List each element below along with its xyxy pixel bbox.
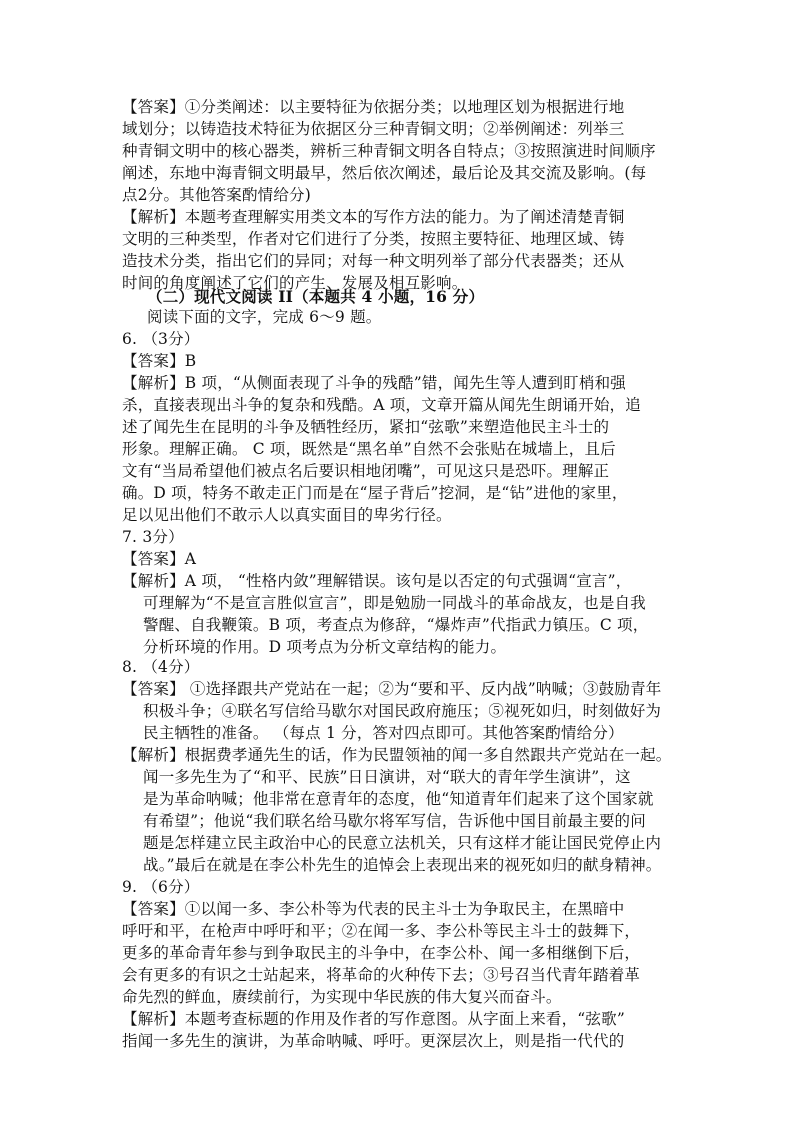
text-line: 【答案】①以闻一多、李公朴等为代表的民主斗士为争取民主，在黑暗中 [122,900,625,918]
text-line: 时间的角度阐述了它们的产生、发展及相互影响。 [122,274,468,292]
text-line: 分析环境的作用。D 项考点为分析文章结构的能力。 [143,638,507,656]
text-line: 更多的革命青年参与到争取民主的斗争中，在李公朴、闻一多相继倒下后， [122,944,641,962]
text-line: 造技术分类，指出它们的异同；对每一种文明列举了部分代表器类；还从 [122,252,625,270]
text-line: 民主牺牲的准备。 （每点 1 分，答对四点即可。其他答案酌情给分） [143,724,624,742]
section-heading: （二）现代文阅读 II（本题共 4 小题，16 分） [147,287,485,306]
text-line: 会有更多的有识之士站起来，将革命的火种传下去；③号召当代青年踏着革 [122,966,641,984]
text-line: 确。D 项，特务不敢走正门而是在“屋子背后”挖洞，是“钻”进他的家里， [122,484,628,502]
text-line: 【答案】A [122,550,197,568]
text-line: 足以见出他们不敢示人以真实面目的卑劣行径。 [122,506,452,524]
text-line: 有希望”；他说“我们联名给马歇尔将军写信，告诉他中国目前最主要的问 [143,812,646,830]
text-line: 种青铜文明中的核心器类，辨析三种青铜文明各自特点；③按照演进时间顺序 [122,142,656,160]
question-number: 9. （6分） [122,878,200,896]
text-line: 述了闻先生在昆明的斗争及牺牲经历，紧扣“弦歌”来塑造他民主斗士的 [122,418,610,436]
text-line: 文明的三种类型，作者对它们进行了分类，按照主要特征、地理区域、铸 [122,230,625,248]
text-line: 【答案】 ①选择跟共产党站在一起；②为“要和平、反内战”呐喊；③鼓励青年 [122,680,662,698]
instruction-line: 阅读下面的文字，完成 6～9 题。 [147,308,382,326]
text-line: 【解析】B 项，“从侧面表现了斗争的残酷”错，闻先生等人遭到盯梢和强 [122,374,626,392]
text-line: 闻一多先生为了“和平、民族”日日演讲，对“联大的青年学生演讲”，这 [143,768,631,786]
text-line: 积极斗争；④联名写信给马歇尔对国民政府施压；⑤视死如归，时刻做好为 [143,702,662,720]
text-line: 【答案】B [122,352,197,370]
text-line: 指闻一多先生的演讲，为革命呐喊、呼吁。更深层次上，则是指一代代的 [122,1032,625,1050]
text-line: 【解析】本题考查标题的作用及作者的写作意图。从字面上来看，“弦歌” [122,1010,625,1028]
question-number: 8. （4分） [122,658,200,676]
text-line: 呼吁和平，在枪声中呼吁和平；②在闻一多、李公朴等民主斗士的鼓舞下， [122,922,641,940]
text-line: 警醒、自我鞭策。B 项，考查点为修辞，“爆炸声”代指武力镇压。C 项， [143,616,649,634]
text-line: 【答案】①分类阐述：以主要特征为依据分类；以地理区划为根据进行地 [122,98,625,116]
text-line: 点2分。其他答案酌情给分) [122,186,312,204]
text-line: 是为革命呐喊；他非常在意青年的态度，他“知道青年们起来了这个国家就 [143,790,654,808]
text-line: 命先烈的鲜血，赓续前行，为实现中华民族的伟大复兴而奋斗。 [122,988,562,1006]
question-number: 7. 3分） [122,528,184,546]
question-number: 6. （3分） [122,330,200,348]
text-line: 杀，直接表现出斗争的复杂和残酷。A 项，文章开篇从闻先生朗诵开始，追 [122,396,641,414]
text-line: 【解析】本题考查理解实用类文本的写作方法的能力。为了阐述清楚青铜 [122,208,625,226]
text-line: 形象。理解正确。 C 项，既然是“黑名单”自然不会张贴在城墙上，且后 [122,440,616,458]
text-line: 战。”最后在就是在李公朴先生的追悼会上表现出来的视死如归的献身精神。 [143,856,662,874]
text-line: 【解析】根据费孝通先生的话，作为民盟领袖的闻一多自然跟共产党站在一起。 [122,746,672,764]
text-line: 【解析】A 项， “性格内敛”理解错误。该句是以否定的句式强调“宣言”， [122,572,632,590]
text-line: 题是怎样建立民主政治中心的民意立法机关，只有这样才能让国民党停止内 [143,834,662,852]
text-line: 阐述，东地中海青铜文明最早，然后依次阐述，最后论及其交流及影响。(每 [122,164,647,182]
text-line: 可理解为“不是宣言胜似宣言”，即是勉励一同战斗的革命战友，也是自我 [143,594,646,612]
text-line: 域划分；以铸造技术特征为依据区分三种青铜文明；②举例阐述：列举三 [122,120,625,138]
text-line: 文有“当局希望他们被点名后要识相地闭嘴”，可见这只是恐吓。理解正 [122,462,610,480]
